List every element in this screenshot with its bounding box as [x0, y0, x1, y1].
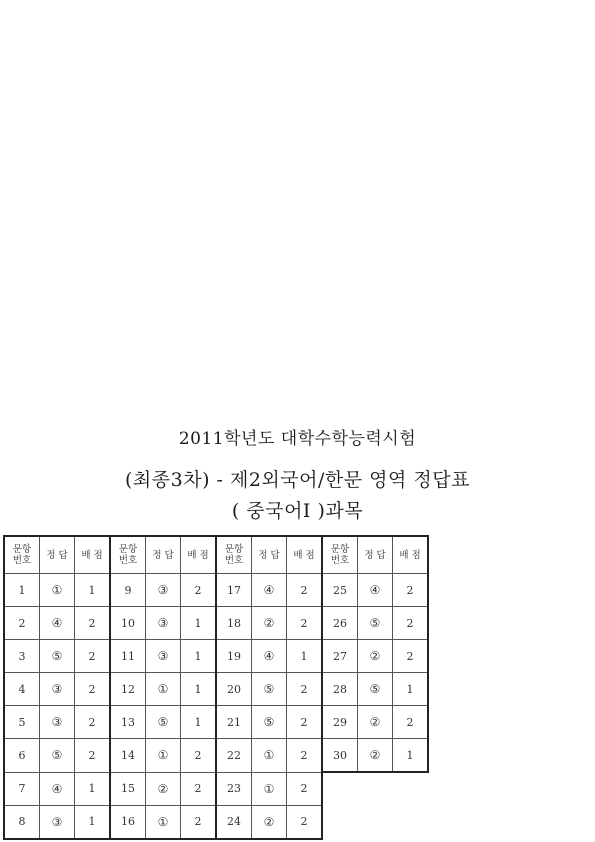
question-number: 26 [322, 607, 358, 640]
correct-answer: ③ [146, 640, 181, 673]
empty-cell [393, 772, 429, 805]
question-number: 11 [110, 640, 146, 673]
header-answer: 정 답 [252, 536, 287, 574]
points-value: 2 [393, 607, 429, 640]
header-question-number [216, 536, 252, 574]
question-number: 20 [216, 673, 252, 706]
correct-answer: ② [358, 706, 393, 739]
question-number: 24 [216, 805, 252, 839]
question-number: 15 [110, 772, 146, 805]
points-value: 1 [75, 772, 111, 805]
table-row [4, 805, 428, 839]
points-value: 2 [181, 739, 217, 773]
points-value: 1 [181, 607, 217, 640]
correct-answer: ⑤ [358, 673, 393, 706]
points-value: 2 [393, 640, 429, 673]
correct-answer: ③ [40, 673, 75, 706]
correct-answer: ① [146, 805, 181, 839]
points-value: 2 [393, 706, 429, 739]
question-number: 2 [4, 607, 40, 640]
points-value: 2 [75, 673, 111, 706]
table-body [4, 574, 428, 839]
question-number: 22 [216, 739, 252, 773]
points-value: 2 [287, 706, 323, 739]
question-number: 21 [216, 706, 252, 739]
correct-answer: ④ [40, 607, 75, 640]
correct-answer: ⑤ [252, 706, 287, 739]
correct-answer: ③ [146, 574, 181, 607]
question-number: 25 [322, 574, 358, 607]
points-value: 1 [181, 673, 217, 706]
points-value: 2 [287, 574, 323, 607]
correct-answer: ④ [40, 772, 75, 805]
points-value: 2 [287, 739, 323, 773]
points-value: 2 [75, 706, 111, 739]
header-question-number-line1: 문항 [224, 544, 244, 555]
correct-answer: ① [146, 739, 181, 773]
points-value: 2 [181, 772, 217, 805]
table-row [4, 673, 428, 706]
header-points: 배 점 [75, 536, 111, 574]
question-number: 16 [110, 805, 146, 839]
header-question-number [322, 536, 358, 574]
empty-cell [358, 772, 393, 805]
question-number: 1 [4, 574, 40, 607]
correct-answer: ④ [252, 640, 287, 673]
correct-answer: ③ [146, 607, 181, 640]
question-number: 17 [216, 574, 252, 607]
answer-key-title: (최종3차) - 제2외국어/한문 영역 정답표 [125, 469, 470, 491]
question-number: 3 [4, 640, 40, 673]
table-row [4, 640, 428, 673]
header-answer: 정 답 [146, 536, 181, 574]
question-number: 30 [322, 739, 358, 773]
header-question-number-line2: 번호 [224, 555, 244, 566]
question-number: 8 [4, 805, 40, 839]
points-value: 2 [75, 640, 111, 673]
table-row [4, 607, 428, 640]
header-points: 배 점 [287, 536, 323, 574]
correct-answer: ② [252, 805, 287, 839]
points-value: 2 [75, 739, 111, 773]
question-number: 19 [216, 640, 252, 673]
points-value: 2 [181, 805, 217, 839]
header-points: 배 점 [393, 536, 429, 574]
points-value: 2 [287, 673, 323, 706]
question-number: 18 [216, 607, 252, 640]
question-number: 27 [322, 640, 358, 673]
empty-cell [393, 805, 429, 839]
correct-answer: ① [252, 739, 287, 773]
correct-answer: ② [358, 640, 393, 673]
empty-cell [358, 805, 393, 839]
correct-answer: ⑤ [358, 607, 393, 640]
correct-answer: ④ [358, 574, 393, 607]
correct-answer: ① [146, 673, 181, 706]
table-row [4, 772, 428, 805]
correct-answer: ③ [40, 805, 75, 839]
points-value: 2 [287, 607, 323, 640]
points-value: 2 [287, 805, 323, 839]
points-value: 1 [75, 574, 111, 607]
correct-answer: ② [252, 607, 287, 640]
correct-answer: ④ [252, 574, 287, 607]
correct-answer: ③ [40, 706, 75, 739]
correct-answer: ⑤ [40, 640, 75, 673]
points-value: 1 [181, 640, 217, 673]
table-row [4, 739, 428, 773]
correct-answer: ⑤ [146, 706, 181, 739]
subject-title: ( 중국어Ⅰ )과목 [231, 500, 364, 522]
table-row [4, 574, 428, 607]
question-number: 10 [110, 607, 146, 640]
header-question-number [110, 536, 146, 574]
header-question-number-line1: 문항 [330, 544, 350, 555]
header-answer: 정 답 [358, 536, 393, 574]
question-number: 4 [4, 673, 40, 706]
points-value: 1 [393, 673, 429, 706]
question-number: 14 [110, 739, 146, 773]
points-value: 1 [181, 706, 217, 739]
question-number: 7 [4, 772, 40, 805]
points-value: 2 [181, 574, 217, 607]
points-value: 1 [75, 805, 111, 839]
table-row [4, 706, 428, 739]
header-question-number-line1: 문항 [118, 544, 138, 555]
empty-cell [322, 772, 358, 805]
points-value: 2 [75, 607, 111, 640]
exam-title: 2011학년도 대학수학능력시험 [178, 429, 417, 449]
correct-answer: ② [146, 772, 181, 805]
question-number: 13 [110, 706, 146, 739]
points-value: 2 [287, 772, 323, 805]
question-number: 29 [322, 706, 358, 739]
table-header-row [4, 536, 428, 574]
question-number: 12 [110, 673, 146, 706]
correct-answer: ① [40, 574, 75, 607]
question-number: 28 [322, 673, 358, 706]
header-question-number-line2: 번호 [12, 555, 32, 566]
points-value: 1 [393, 739, 429, 773]
empty-cell [322, 805, 358, 839]
header-question-number [4, 536, 40, 574]
question-number: 6 [4, 739, 40, 773]
correct-answer: ① [252, 772, 287, 805]
correct-answer: ② [358, 739, 393, 773]
header-question-number-line1: 문항 [12, 544, 32, 555]
answer-key-table [3, 535, 429, 840]
header-question-number-line2: 번호 [330, 555, 350, 566]
correct-answer: ⑤ [252, 673, 287, 706]
question-number: 23 [216, 772, 252, 805]
points-value: 1 [287, 640, 323, 673]
points-value: 2 [393, 574, 429, 607]
header-points: 배 점 [181, 536, 217, 574]
header-question-number-line2: 번호 [118, 555, 138, 566]
header-answer: 정 답 [40, 536, 75, 574]
correct-answer: ⑤ [40, 739, 75, 773]
question-number: 9 [110, 574, 146, 607]
question-number: 5 [4, 706, 40, 739]
